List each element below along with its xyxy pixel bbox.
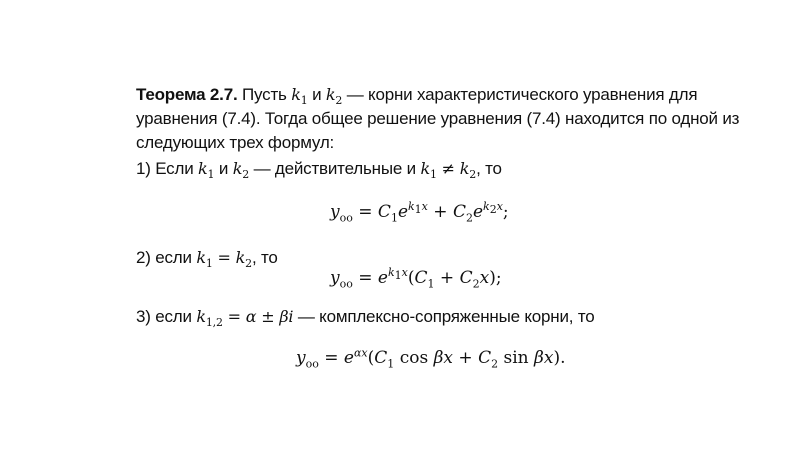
text-i: и: [312, 85, 322, 104]
k1-neq-k2: $k_1 \ne k_2$: [420, 159, 477, 182]
k2-symbol: $k_2$: [325, 85, 343, 108]
text-i: и: [218, 159, 229, 178]
case-3-condition: [136, 306, 696, 328]
formula-1: $y_{оо} = C_1e^{k_1x} + C_2e^{k_2x}$;: [330, 200, 509, 225]
theorem-heading: Теорема 2.7.: [136, 85, 238, 104]
formula-2: $y_{оо} = e^{k_1x}(C_1 + C_2x)$;: [330, 266, 502, 291]
theorem-line-2: уравнения (7.4). Тогда общее решение уравнения (7.4) находится по одной из: [136, 109, 740, 128]
k1-symbol: $k_1$: [198, 159, 215, 182]
text-real: — действительные и: [253, 159, 416, 178]
case-2-label: 2) если: [136, 248, 192, 267]
text-to: , то: [251, 248, 278, 267]
theorem-line-3: следующих трех формул:: [136, 133, 335, 152]
k2-symbol: $k_2$: [232, 159, 250, 182]
k12-complex: $k_{1,2} = \alpha \pm \beta i$: [196, 307, 294, 330]
text-pust: Пусть: [242, 85, 287, 104]
text-complex-roots: — комплексно-сопряженные корни, то: [297, 307, 595, 326]
k1-symbol: $k_1$: [291, 85, 308, 108]
formula-3: $y_{оо} = e^{\alpha x}(C_1$ $\cos \beta x + C_2$ sin βx).: [296, 346, 566, 371]
theorem-line-1: [136, 84, 696, 106]
case-1-condition: [136, 158, 696, 180]
text-to: , то: [476, 159, 502, 178]
case-3-label: 3) если: [136, 307, 192, 326]
k1-eq-k2: $k_1 = k_2$: [196, 248, 252, 271]
text-roots: — корни характеристического уравнения для: [346, 85, 698, 104]
case-1-label: 1) Если: [136, 159, 194, 178]
